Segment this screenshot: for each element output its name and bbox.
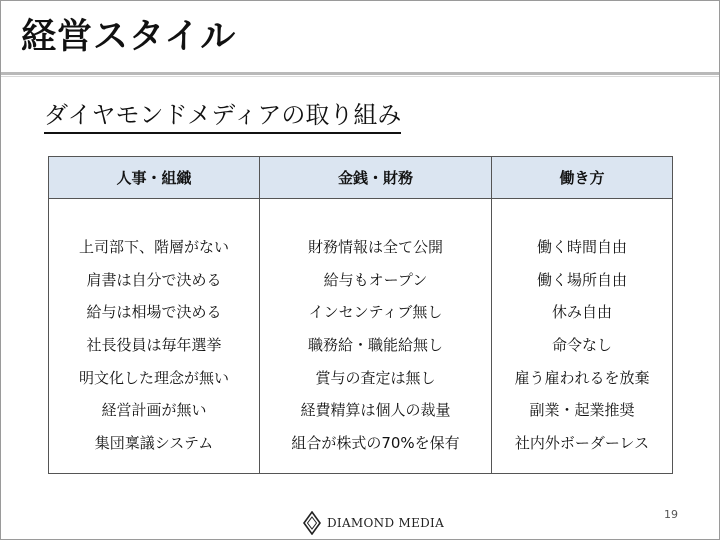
list-item: 財務情報は全て公開 [307, 238, 443, 256]
list-item: 働く場所自由 [536, 270, 627, 289]
list-item: 集団稟議システム [94, 434, 214, 453]
list-item: 副業・起業推奨 [529, 401, 635, 420]
list-item: 肩書は自分で決める [86, 270, 222, 289]
column-finance [260, 199, 492, 474]
header-hr-organization: 人事・組織 [49, 157, 260, 199]
table-row [49, 199, 673, 474]
list-item: 上司部下、階層がない [78, 238, 229, 256]
list-item: 職務給・職能給無し [307, 336, 443, 355]
brand-logo [302, 511, 444, 535]
list-item: 経費精算は個人の裁量 [300, 401, 451, 420]
policy-table [48, 156, 673, 474]
list-item: 組合が株式の70%を保有 [291, 434, 460, 453]
list-item: 給与は相場で決める [86, 303, 222, 322]
page-number: 19 [664, 508, 678, 521]
slide-title: 経営スタイル [21, 17, 237, 57]
title-divider-thin [1, 76, 719, 77]
title-band [1, 1, 719, 72]
list-item: 休み自由 [551, 303, 612, 322]
title-divider [1, 72, 719, 75]
list-item: 賞与の査定は無し [315, 368, 436, 387]
policy-table-container [48, 156, 673, 474]
list-item: 社内外ボーダーレス [514, 434, 650, 453]
header-work-style: 働き方 [492, 157, 673, 199]
column-hr-organization [49, 199, 260, 474]
list-item: 働く時間自由 [536, 238, 627, 256]
table-header-row [49, 157, 673, 199]
list-item: 経営計画が無い [101, 401, 207, 420]
column-work-style [492, 199, 673, 474]
slide-subtitle: ダイヤモンドメディアの取り組み [44, 100, 401, 134]
list-item: インセンティブ無し [308, 303, 443, 322]
list-item: 社長役員は毎年選挙 [86, 336, 222, 355]
list-item: 雇う雇われるを放棄 [514, 368, 650, 387]
list-item: 命令なし [551, 336, 612, 355]
list-item: 明文化した理念が無い [78, 368, 229, 387]
header-finance: 金銭・財務 [260, 157, 492, 199]
list-item: 給与もオープン [323, 270, 428, 289]
diamond-icon [302, 511, 322, 535]
brand-name: DIAMOND MEDIA [327, 516, 445, 530]
